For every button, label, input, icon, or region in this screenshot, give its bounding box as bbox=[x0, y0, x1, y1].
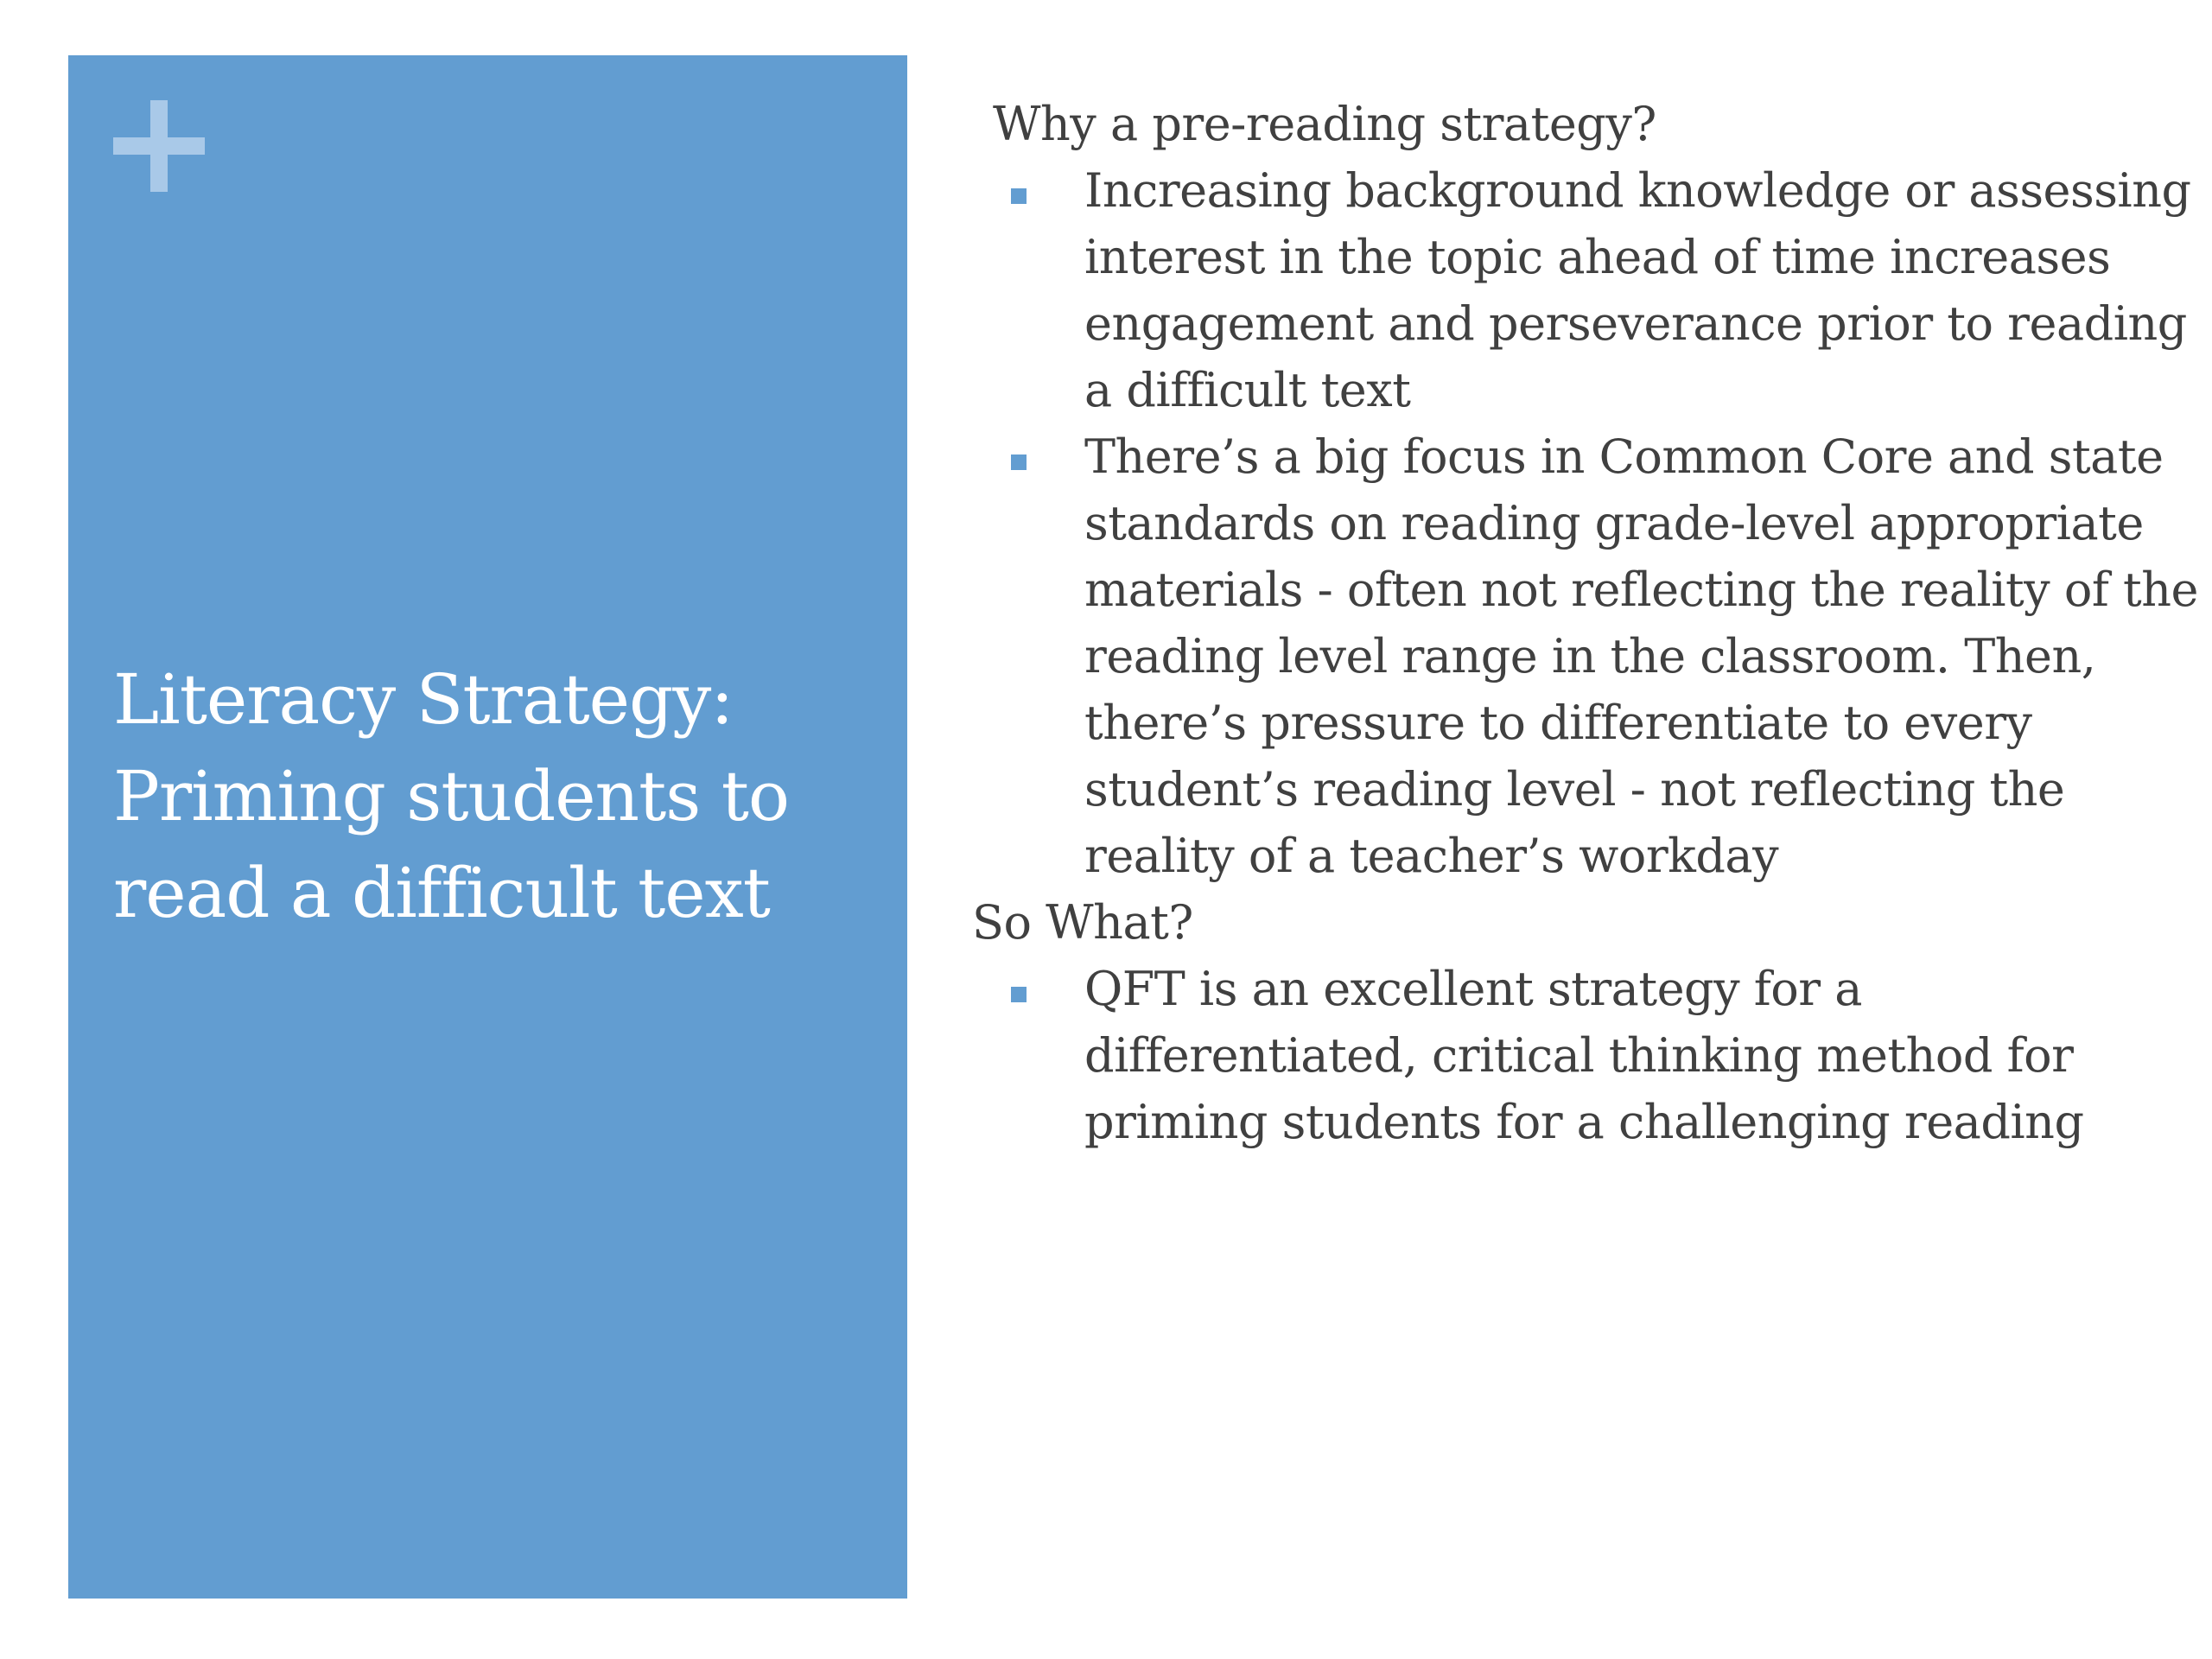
title-panel bbox=[68, 55, 907, 1599]
bullet-text: There’s a big focus in Common Core and state standards on reading grade-level appropriate materials - often not reflecting the reality of the reading level range in the classroom. Then, there’s pressure to differentiate to every student’s reading level - not reflecting the reality of a teacher’s workday bbox=[1084, 429, 2198, 883]
section-heading-so-what: So What? bbox=[972, 895, 1193, 950]
square-bullet-icon bbox=[1011, 188, 1027, 204]
bullet-item bbox=[972, 157, 2203, 423]
square-bullet-icon bbox=[1011, 454, 1027, 470]
square-bullet-icon bbox=[1011, 987, 1027, 1002]
bullet-item bbox=[972, 423, 2203, 889]
bullet-text: QFT is an excellent strategy for a differentiated, critical thinking method for priming students for a challenging reading bbox=[1084, 962, 2084, 1149]
bullet-item bbox=[972, 956, 2203, 1155]
plus-icon-vertical-bar bbox=[150, 100, 168, 192]
plus-icon bbox=[113, 100, 205, 192]
why-bullet-list bbox=[972, 157, 2203, 889]
section-heading-why: Why a pre-reading strategy? bbox=[993, 97, 1656, 151]
so-what-bullet-list bbox=[972, 956, 2203, 1155]
slide-body bbox=[972, 91, 2203, 1155]
slide-title: Literacy Strategy: Priming students to read a difficult text bbox=[113, 659, 790, 933]
bullet-text: Increasing background knowledge or assessing interest in the topic ahead of time increases engagement and perseverance prior to reading a difficult text bbox=[1084, 163, 2191, 417]
